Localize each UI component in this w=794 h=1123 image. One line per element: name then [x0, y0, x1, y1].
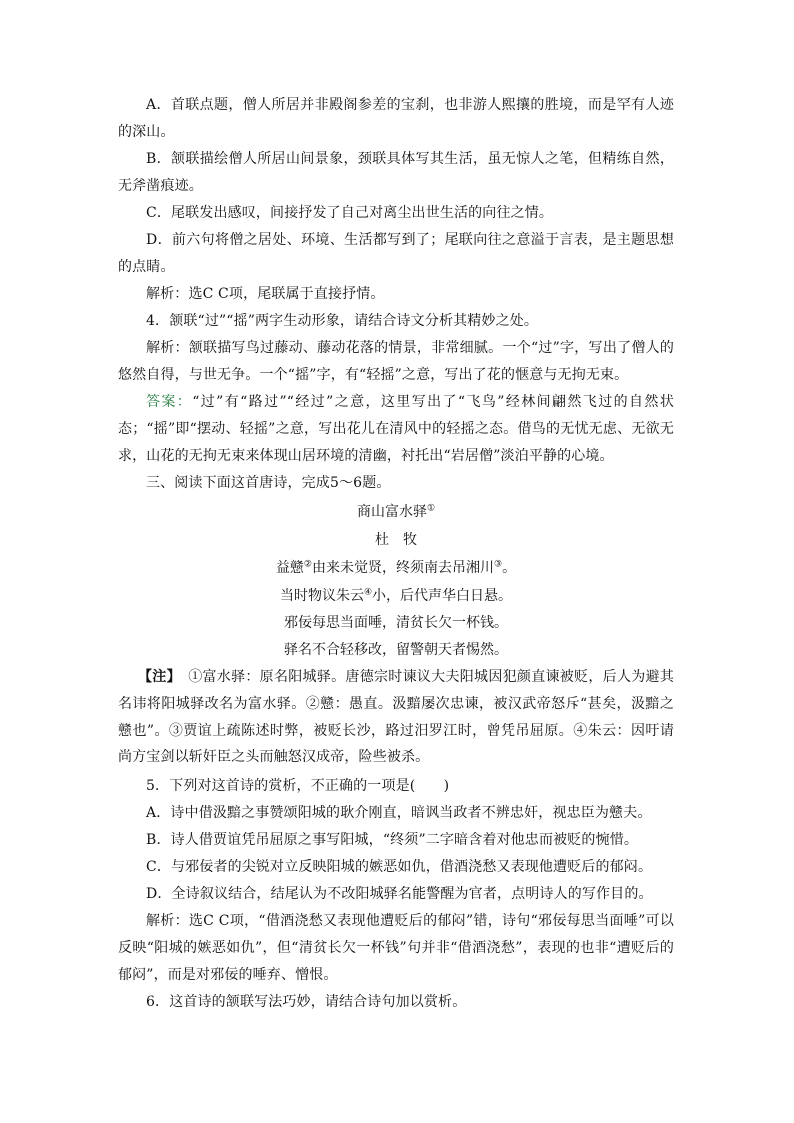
poem-line-4: 驿名不合轻移改，留警朝天者惕然。 [284, 642, 508, 658]
poem-title [118, 499, 674, 526]
q4-analysis: 解析：颔联描写鸟过藤动、藤动花落的情景，非常细腻。一个“过”字，写出了僧人的悠然自得，与世无争。一个“摇”字，有“轻摇”之意，写出了花的惬意与无拘无束。 [118, 340, 674, 383]
q5-option-b: B．诗人借贾谊凭吊屈原之事写阳城，“终须”二字暗含着对他忠而被贬的惋惜。 [146, 832, 639, 848]
footnote-marker: ① [426, 503, 436, 514]
poem-line-2-part-a: 当时物议朱云 [279, 588, 364, 604]
q4-question: 4．颔联“过”“摇”两字生动形象，请结合诗文分析其精妙之处。 [146, 313, 539, 329]
poem-line-1-part-c: 。 [502, 560, 517, 576]
notes-body: ①富水驿：原名阳城驿。唐德宗时谏议大夫阳城因犯颜直谏被贬，后人为避其名讳将阳城驿改名为富水驿。②戆：愚直。汲黯屡次忠谏，被汉武帝怒斥“甚矣，汲黯之戆也”。③贾谊上疏陈述时弊，被贬长沙，路过汨罗江时，曾凭吊屈原。④朱云：因吁请尚方宝剑以斩奸臣之头而触怒汉成帝，险些被杀。 [118, 669, 674, 766]
q5-option-c: C．与邪佞者的尖锐对立反映阳城的嫉恶如仇，借酒浇愁又表现他遭贬后的郁闷。 [146, 859, 653, 875]
q3-option-c: C．尾联发出感叹，间接抒发了自己对离尘出世生活的向往之情。 [146, 205, 554, 221]
poem-author: 杜牧 [375, 532, 431, 548]
poem-title-text: 商山富水驿 [356, 504, 427, 520]
q3-option-d: D．前六句将僧之居处、环境、生活都写到了；尾联向往之意溢于言表，是主题思想的点睛。 [118, 232, 674, 275]
q5-analysis: 解析：选C C项，“借酒浇愁又表现他遭贬后的郁闷”错，诗句“邪佞每思当面唾”可以反映“阳城的嫉恶如仇”，但“清贫长欠一杯钱”句并非“借酒浇愁”，表现的也非“遭贬后的郁闷”，而是对邪佞的唾弃、憎恨。 [118, 913, 674, 983]
poem-line-3: 邪佞每思当面唾，清贫长欠一杯钱。 [284, 615, 508, 631]
poem-line-1-part-a: 益戆 [275, 560, 304, 576]
poem-line-1-part-b: 由来未觉贤，终须南去吊湘川 [312, 560, 494, 576]
q5-question: 5．下列对这首诗的赏析，不正确的一项是( ) [146, 778, 450, 794]
q5-option-d: D．全诗叙议结合，结尾认为不改阳城驿名能警醒为官者，点明诗人的写作目的。 [146, 886, 653, 902]
notes-label: 【注】 [138, 669, 174, 685]
footnote-marker: ② [303, 559, 312, 570]
q5-option-a: A．诗中借汲黯之事赞颂阳城的耿介刚直，暗讽当政者不辨忠奸，视忠臣为戆夫。 [146, 805, 652, 821]
section-3-intro: 三、阅读下面这首唐诗，完成5～6题。 [146, 475, 391, 491]
answer-label: 答案： [146, 394, 193, 410]
poem-line-2 [118, 583, 674, 610]
q6-question: 6．这首诗的颔联写法巧妙，请结合诗句加以赏析。 [146, 994, 467, 1010]
poem-notes [118, 664, 674, 771]
poem-line-1 [118, 555, 674, 582]
footnote-marker: ③ [494, 559, 503, 570]
q3-analysis: 解析：选C C项，尾联属于直接抒情。 [146, 286, 385, 302]
answer-body: “过”有“路过”“经过”之意，这里写出了“飞鸟”经林间翩然飞过的自然状态；“摇”即“摆动、轻摇”之意，写出花儿在清风中的轻摇之态。借鸟的无忧无虑、无欲无求，山花的无拘无束来体现山居环境的清幽，衬托出“岩居僧”淡泊平静的心境。 [118, 394, 674, 464]
poem-line-2-part-b: 小，后代声华白日悬。 [372, 588, 513, 604]
q3-option-b: B．颔联描绘僧人所居山间景象，颈联具体写其生活，虽无惊人之笔，但精练自然，无斧凿痕迹。 [118, 151, 674, 194]
q4-answer [118, 389, 674, 469]
q3-option-a: A．首联点题，僧人所居并非殿阁参差的宝刹，也非游人熙攘的胜境，而是罕有人迹的深山。 [118, 97, 674, 140]
footnote-marker: ④ [363, 587, 373, 598]
